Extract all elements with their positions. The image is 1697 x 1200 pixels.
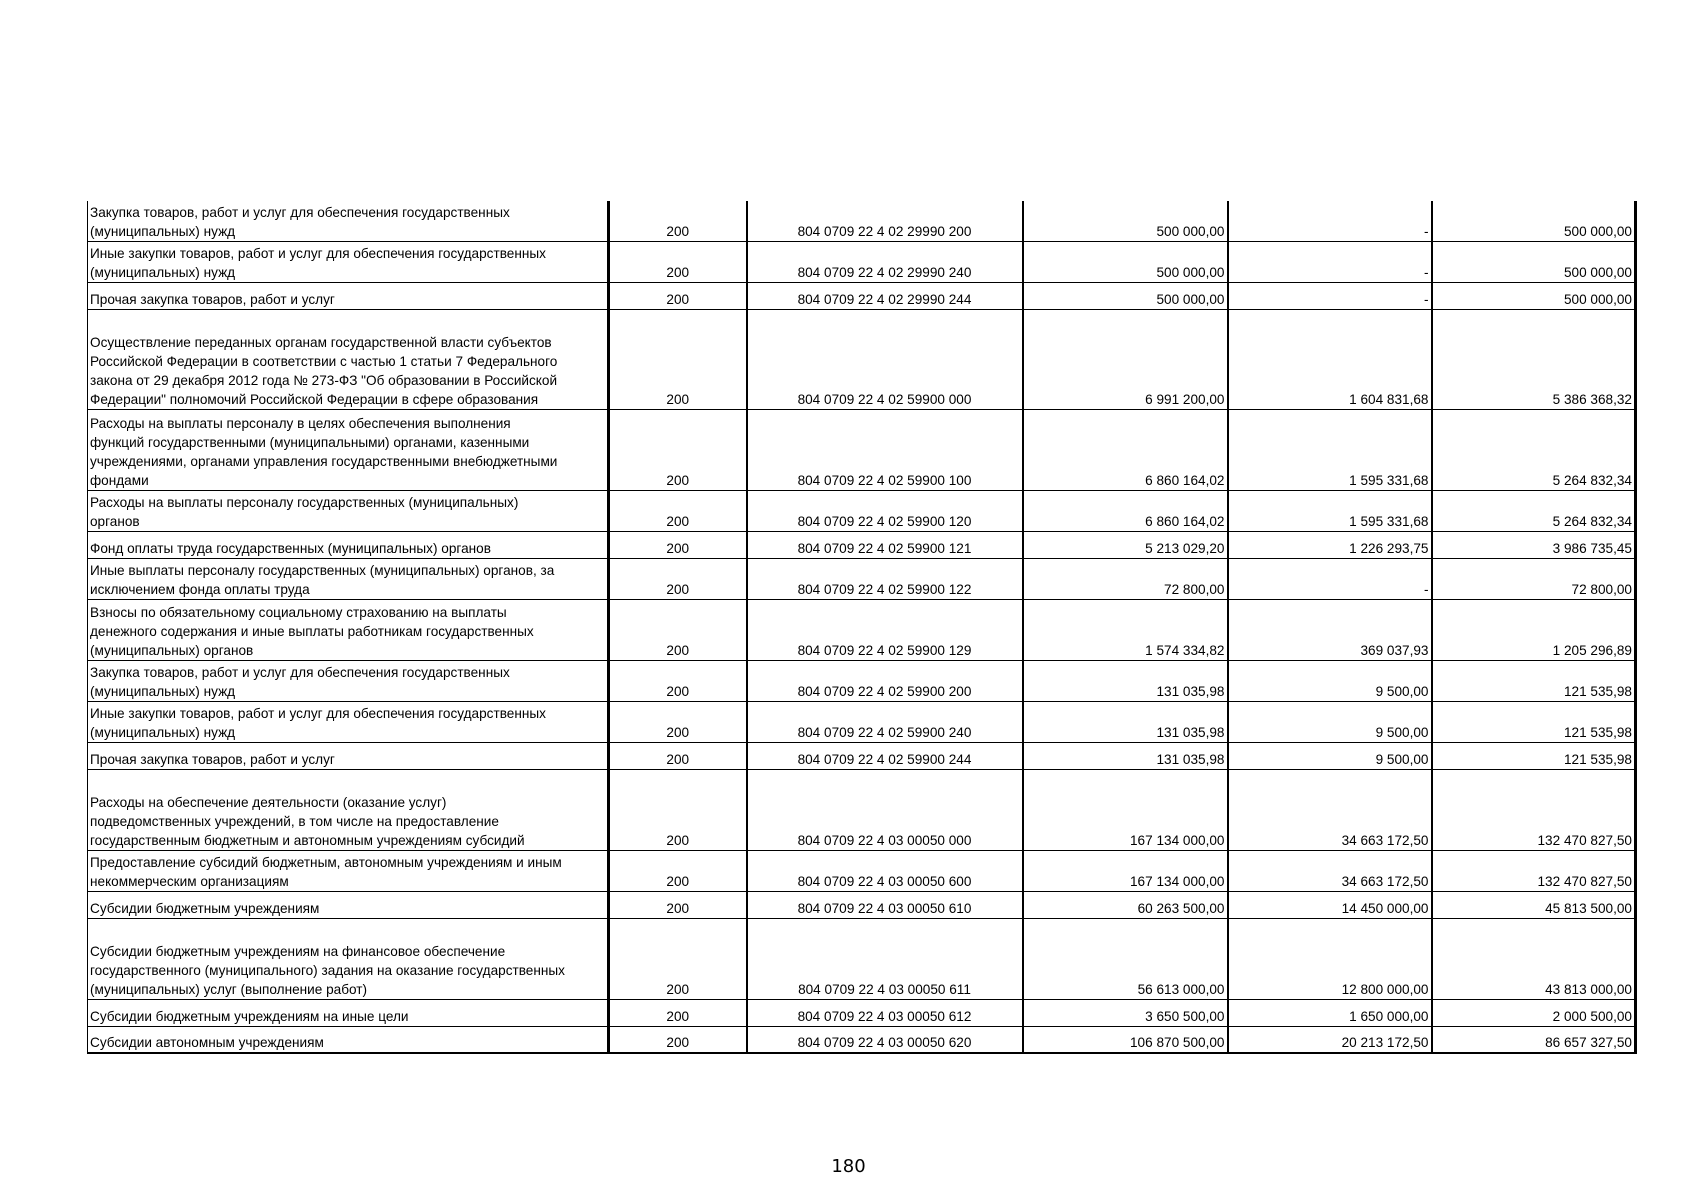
row-approved-amount: 131 035,98 — [1023, 660, 1228, 701]
row-budget-classification-code: 804 0709 22 4 02 29990 200 — [747, 201, 1023, 241]
row-budget-classification-code: 804 0709 22 4 02 59900 200 — [747, 660, 1023, 701]
table-row — [88, 918, 1636, 999]
row-description: Прочая закупка товаров, работ и услуг — [88, 742, 609, 769]
row-remaining-amount: 86 657 327,50 — [1432, 1026, 1636, 1053]
row-approved-amount: 167 134 000,00 — [1023, 850, 1228, 891]
row-remaining-amount: 5 264 832,34 — [1432, 409, 1636, 490]
table-row — [88, 201, 1636, 241]
table-row — [88, 282, 1636, 309]
row-line-code: 200 — [609, 850, 747, 891]
table-row — [88, 531, 1636, 558]
row-remaining-amount: 43 813 000,00 — [1432, 918, 1636, 999]
row-line-code: 200 — [609, 701, 747, 742]
row-description: Осуществление переданных органам государственной власти субъектов Российской Федерации в соответствии с частью 1 статьи 7 Федерального закона от 29 декабря 2012 года № 273-ФЗ "Об образовании в Российской Федерации" полномочий Российской Федерации в сфере образования — [88, 309, 609, 409]
table-row — [88, 309, 1636, 409]
row-executed-amount: - — [1228, 282, 1432, 309]
row-line-code: 200 — [609, 201, 747, 241]
row-budget-classification-code: 804 0709 22 4 02 59900 121 — [747, 531, 1023, 558]
row-budget-classification-code: 804 0709 22 4 02 29990 244 — [747, 282, 1023, 309]
row-budget-classification-code: 804 0709 22 4 03 00050 612 — [747, 999, 1023, 1026]
row-line-code: 200 — [609, 490, 747, 531]
row-executed-amount: 1 650 000,00 — [1228, 999, 1432, 1026]
row-approved-amount: 500 000,00 — [1023, 282, 1228, 309]
row-executed-amount: 1 595 331,68 — [1228, 409, 1432, 490]
row-approved-amount: 500 000,00 — [1023, 241, 1228, 282]
row-executed-amount: 9 500,00 — [1228, 742, 1432, 769]
row-approved-amount: 167 134 000,00 — [1023, 769, 1228, 850]
row-approved-amount: 5 213 029,20 — [1023, 531, 1228, 558]
row-approved-amount: 1 574 334,82 — [1023, 599, 1228, 660]
row-executed-amount: 14 450 000,00 — [1228, 891, 1432, 918]
row-executed-amount: - — [1228, 558, 1432, 599]
row-executed-amount: 20 213 172,50 — [1228, 1026, 1432, 1053]
row-description: Субсидии бюджетным учреждениям на иные цели — [88, 999, 609, 1026]
row-budget-classification-code: 804 0709 22 4 02 59900 122 — [747, 558, 1023, 599]
row-approved-amount: 56 613 000,00 — [1023, 918, 1228, 999]
row-description: Субсидии бюджетным учреждениям — [88, 891, 609, 918]
row-budget-classification-code: 804 0709 22 4 03 00050 610 — [747, 891, 1023, 918]
row-executed-amount: 34 663 172,50 — [1228, 769, 1432, 850]
table-row — [88, 1026, 1636, 1053]
row-approved-amount: 106 870 500,00 — [1023, 1026, 1228, 1053]
row-approved-amount: 500 000,00 — [1023, 201, 1228, 241]
row-line-code: 200 — [609, 531, 747, 558]
row-line-code: 200 — [609, 241, 747, 282]
row-budget-classification-code: 804 0709 22 4 02 59900 000 — [747, 309, 1023, 409]
row-executed-amount: 34 663 172,50 — [1228, 850, 1432, 891]
row-budget-classification-code: 804 0709 22 4 02 59900 240 — [747, 701, 1023, 742]
row-budget-classification-code: 804 0709 22 4 02 59900 129 — [747, 599, 1023, 660]
row-line-code: 200 — [609, 918, 747, 999]
row-line-code: 200 — [609, 558, 747, 599]
row-line-code: 200 — [609, 742, 747, 769]
row-line-code: 200 — [609, 309, 747, 409]
row-approved-amount: 72 800,00 — [1023, 558, 1228, 599]
row-remaining-amount: 2 000 500,00 — [1432, 999, 1636, 1026]
table-row — [88, 409, 1636, 490]
row-description: Расходы на обеспечение деятельности (оказание услуг) подведомственных учреждений, в том числе на предоставление государственным бюджетным и автономным учреждениям субсидий — [88, 769, 609, 850]
row-remaining-amount: 132 470 827,50 — [1432, 850, 1636, 891]
row-budget-classification-code: 804 0709 22 4 02 59900 120 — [747, 490, 1023, 531]
table-row — [88, 891, 1636, 918]
row-budget-classification-code: 804 0709 22 4 03 00050 600 — [747, 850, 1023, 891]
row-remaining-amount: 3 986 735,45 — [1432, 531, 1636, 558]
row-budget-classification-code: 804 0709 22 4 02 59900 100 — [747, 409, 1023, 490]
row-description: Предоставление субсидий бюджетным, автономным учреждениям и иным некоммерческим организациям — [88, 850, 609, 891]
row-description: Иные выплаты персоналу государственных (муниципальных) органов, за исключением фонда оплаты труда — [88, 558, 609, 599]
row-description: Взносы по обязательному социальному страхованию на выплаты денежного содержания и иные выплаты работникам государственных (муниципальных) органов — [88, 599, 609, 660]
table-row — [88, 490, 1636, 531]
row-approved-amount: 6 860 164,02 — [1023, 490, 1228, 531]
row-budget-classification-code: 804 0709 22 4 03 00050 620 — [747, 1026, 1023, 1053]
row-description: Субсидии бюджетным учреждениям на финансовое обеспечение государственного (муниципального) задания на оказание государственных (муниципальных) услуг (выполнение работ) — [88, 918, 609, 999]
table-row — [88, 769, 1636, 850]
table-row — [88, 701, 1636, 742]
row-budget-classification-code: 804 0709 22 4 02 29990 240 — [747, 241, 1023, 282]
table-row — [88, 850, 1636, 891]
row-line-code: 200 — [609, 660, 747, 701]
page-number: 180 — [831, 1156, 866, 1177]
row-remaining-amount: 500 000,00 — [1432, 201, 1636, 241]
row-approved-amount: 131 035,98 — [1023, 742, 1228, 769]
row-line-code: 200 — [609, 409, 747, 490]
row-description: Расходы на выплаты персоналу в целях обеспечения выполнения функций государственными (муниципальными) органами, казенными учреждениями, органами управления государственными внебюджетными фондами — [88, 409, 609, 490]
row-approved-amount: 6 860 164,02 — [1023, 409, 1228, 490]
row-remaining-amount: 500 000,00 — [1432, 241, 1636, 282]
row-description: Прочая закупка товаров, работ и услуг — [88, 282, 609, 309]
row-executed-amount: 9 500,00 — [1228, 701, 1432, 742]
row-description: Расходы на выплаты персоналу государственных (муниципальных) органов — [88, 490, 609, 531]
row-approved-amount: 3 650 500,00 — [1023, 999, 1228, 1026]
table-row — [88, 599, 1636, 660]
row-line-code: 200 — [609, 1026, 747, 1053]
row-line-code: 200 — [609, 282, 747, 309]
row-description: Закупка товаров, работ и услуг для обеспечения государственных (муниципальных) нужд — [88, 660, 609, 701]
row-executed-amount: 9 500,00 — [1228, 660, 1432, 701]
table-row — [88, 999, 1636, 1026]
row-executed-amount: 1 595 331,68 — [1228, 490, 1432, 531]
row-description: Иные закупки товаров, работ и услуг для обеспечения государственных (муниципальных) нужд — [88, 241, 609, 282]
row-executed-amount: - — [1228, 201, 1432, 241]
row-line-code: 200 — [609, 769, 747, 850]
table-row — [88, 241, 1636, 282]
row-remaining-amount: 1 205 296,89 — [1432, 599, 1636, 660]
table-body — [88, 201, 1636, 1053]
budget-expenditure-table — [87, 201, 1637, 1054]
row-description: Фонд оплаты труда государственных (муниципальных) органов — [88, 531, 609, 558]
row-remaining-amount: 5 386 368,32 — [1432, 309, 1636, 409]
row-line-code: 200 — [609, 891, 747, 918]
row-remaining-amount: 72 800,00 — [1432, 558, 1636, 599]
row-description: Иные закупки товаров, работ и услуг для обеспечения государственных (муниципальных) нужд — [88, 701, 609, 742]
row-remaining-amount: 121 535,98 — [1432, 660, 1636, 701]
table-row — [88, 742, 1636, 769]
row-budget-classification-code: 804 0709 22 4 03 00050 000 — [747, 769, 1023, 850]
row-description: Субсидии автономным учреждениям — [88, 1026, 609, 1053]
row-executed-amount: - — [1228, 241, 1432, 282]
row-executed-amount: 1 604 831,68 — [1228, 309, 1432, 409]
row-executed-amount: 12 800 000,00 — [1228, 918, 1432, 999]
row-budget-classification-code: 804 0709 22 4 02 59900 244 — [747, 742, 1023, 769]
row-budget-classification-code: 804 0709 22 4 03 00050 611 — [747, 918, 1023, 999]
row-remaining-amount: 500 000,00 — [1432, 282, 1636, 309]
row-remaining-amount: 5 264 832,34 — [1432, 490, 1636, 531]
row-approved-amount: 131 035,98 — [1023, 701, 1228, 742]
row-executed-amount: 1 226 293,75 — [1228, 531, 1432, 558]
row-remaining-amount: 121 535,98 — [1432, 742, 1636, 769]
row-approved-amount: 60 263 500,00 — [1023, 891, 1228, 918]
row-remaining-amount: 45 813 500,00 — [1432, 891, 1636, 918]
row-remaining-amount: 121 535,98 — [1432, 701, 1636, 742]
row-remaining-amount: 132 470 827,50 — [1432, 769, 1636, 850]
row-approved-amount: 6 991 200,00 — [1023, 309, 1228, 409]
row-line-code: 200 — [609, 599, 747, 660]
row-description: Закупка товаров, работ и услуг для обеспечения государственных (муниципальных) нужд — [88, 201, 609, 241]
table-row — [88, 558, 1636, 599]
table-row — [88, 660, 1636, 701]
row-executed-amount: 369 037,93 — [1228, 599, 1432, 660]
row-line-code: 200 — [609, 999, 747, 1026]
